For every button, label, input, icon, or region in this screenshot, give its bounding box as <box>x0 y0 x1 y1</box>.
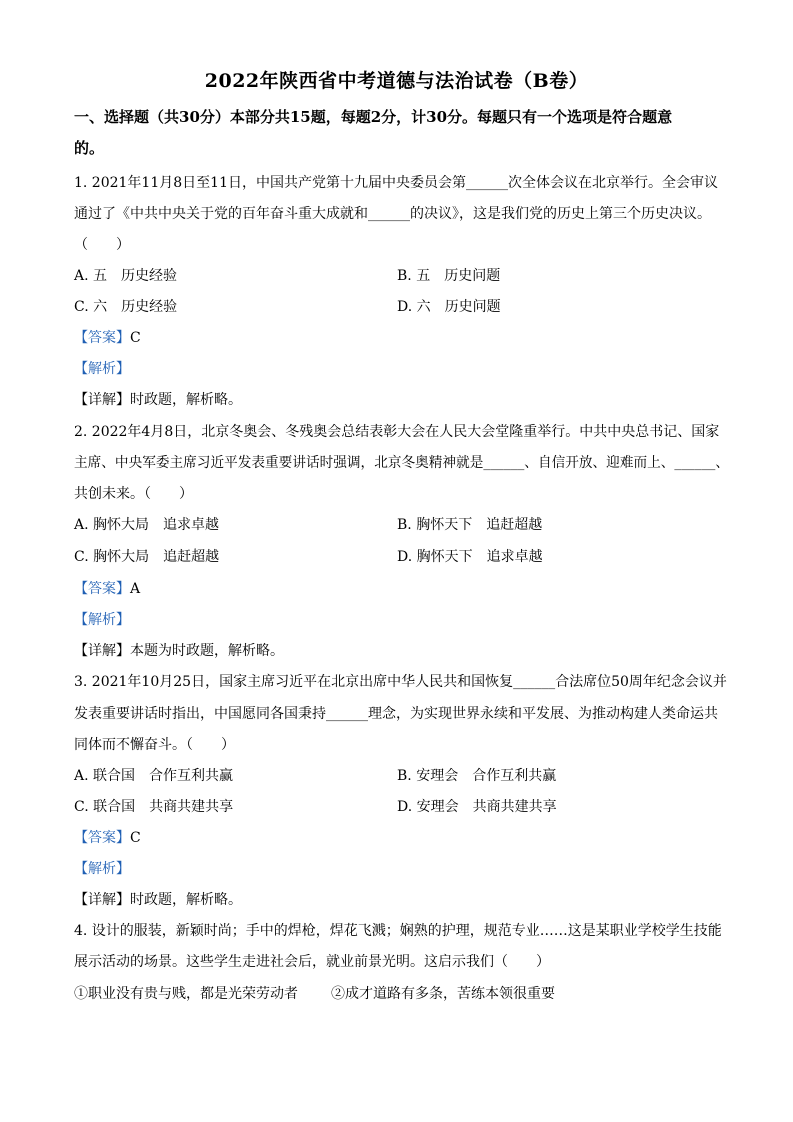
answer-value: C <box>130 830 141 846</box>
q3-analysis-label: 【解析】 <box>74 861 130 877</box>
page-title: 2022年陕西省中考道德与法治试卷（B卷） <box>204 70 589 92</box>
q1-analysis-label: 【解析】 <box>74 361 130 377</box>
q2-stem-line3: 共创未来。（ ） <box>74 486 193 502</box>
answer-label: 【答案】 <box>74 830 130 846</box>
q2-answer <box>74 578 140 598</box>
q4-statement-1: ①职业没有贵与贱，都是光荣劳动者 <box>74 986 298 1002</box>
q1-option-a: A. 五 历史经验 <box>74 268 178 284</box>
q1-stem-line2: 通过了《中共中央关于党的百年奋斗重大成就和______的决议》，这是我们党的历史上第三个历史决议。 <box>74 206 711 222</box>
q2-option-a: A. 胸怀大局 追求卓越 <box>74 517 220 533</box>
q2-stem-line2: 主席、中央军委主席习近平发表重要讲话时强调，北京冬奥精神就是______、自信开放、迎难而上、______、 <box>74 455 729 471</box>
q1-answer <box>74 327 141 347</box>
q3-option-c: C. 联合国 共商共建共享 <box>74 799 234 815</box>
detail-label: 【详解】 <box>74 643 130 659</box>
q2-option-c: C. 胸怀大局 追赶超越 <box>74 549 220 565</box>
q4-stem-line1: 4. 设计的服装，新颖时尚；手中的焊枪，焊花飞溅；娴熟的护理，规范专业……这是某职业学校学生技能 <box>74 923 722 939</box>
q3-stem-line2: 发表重要讲话时指出，中国愿同各国秉持______理念，为实现世界永续和平发展、为推动构建人类命运共 <box>74 706 718 722</box>
q1-stem-line1: 1. 2021年11月8日至11日，中国共产党第十九届中央委员会第______次全体会议在北京举行。全会审议 <box>74 175 718 191</box>
q3-stem-line1: 3. 2021年10月25日，国家主席习近平在北京出席中华人民共和国恢复______合法席位50周年纪念会议并 <box>74 674 727 690</box>
detail-text: 时政题，解析略。 <box>130 392 242 408</box>
q4-statement-2: ②成才道路有多条，苦练本领很重要 <box>331 986 555 1002</box>
q4-stem-line2: 展示活动的场景。这些学生走进社会后，就业前景光明。这启示我们（ ） <box>74 954 550 970</box>
answer-label: 【答案】 <box>74 330 130 346</box>
q1-stem-line3: （ ） <box>74 237 130 253</box>
answer-label: 【答案】 <box>74 581 130 597</box>
section-heading <box>74 102 724 164</box>
q2-stem-line1: 2. 2022年4月8日，北京冬奥会、冬残奥会总结表彰大会在人民大会堂隆重举行。中共中央总书记、国家 <box>74 424 720 440</box>
q3-option-d: D. 安理会 共商共建共享 <box>397 799 557 815</box>
q1-detail <box>74 389 242 409</box>
q2-detail <box>74 640 284 660</box>
q2-option-b: B. 胸怀天下 追赶超越 <box>397 517 543 533</box>
answer-value: A <box>130 581 141 597</box>
detail-label: 【详解】 <box>74 892 130 908</box>
answer-value: C <box>130 330 141 346</box>
section-heading-line2: 的。 <box>74 139 105 157</box>
detail-text: 时政题，解析略。 <box>130 892 242 908</box>
q3-option-a: A. 联合国 合作互利共赢 <box>74 768 234 784</box>
detail-text: 本题为时政题，解析略。 <box>130 643 284 659</box>
detail-label: 【详解】 <box>74 392 130 408</box>
q3-option-b: B. 安理会 合作互利共赢 <box>397 768 557 784</box>
section-heading-line1: 一、选择题（共30分）本部分共15题，每题2分，计30分。每题只有一个选项是符合题意 <box>74 108 673 126</box>
q2-analysis-label: 【解析】 <box>74 612 130 628</box>
q1-option-d: D. 六 历史问题 <box>397 299 501 315</box>
q3-stem-line3: 同体而不懈奋斗。（ ） <box>74 737 235 753</box>
q1-option-c: C. 六 历史经验 <box>74 299 178 315</box>
q1-option-b: B. 五 历史问题 <box>397 268 501 284</box>
q3-detail <box>74 889 242 909</box>
q3-answer <box>74 827 141 847</box>
q2-option-d: D. 胸怀天下 追求卓越 <box>397 549 543 565</box>
